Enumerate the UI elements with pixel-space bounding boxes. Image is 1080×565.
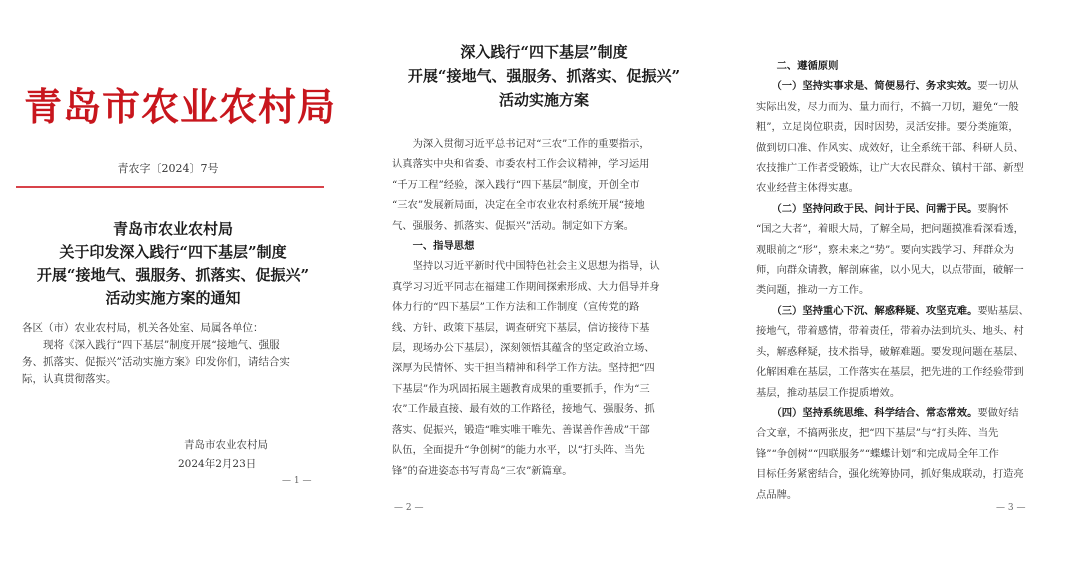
section-line: 坚持以习近平新时代中国特色社会主义思想为指导，认 [392, 260, 660, 273]
plan-title-line: 深入践行“四下基层”制度 [460, 43, 628, 61]
section-line: 层，现场办公下基层），深刻领悟其蕴含的坚定政治立场、 [392, 342, 655, 355]
principle-line: 合文章，不搞两张皮，把“四下基层”与“打头阵、当先 [756, 427, 999, 440]
section-line: 农”工作最直接、最有效的工作路径，接地气、强服务、抓 [392, 403, 655, 416]
document-number: 青农字〔2024〕7号 [117, 162, 219, 175]
notice-body [22, 320, 322, 388]
notice-title-line: 开展“接地气、强服务、抓落实、促振兴” [36, 266, 310, 284]
principle-lead: （三）坚持重心下沉、解惑释疑、攻坚克难。 [756, 304, 978, 317]
notice-title-line: 关于印发深入践行“四下基层”制度 [59, 243, 287, 261]
document-issuer-header: 青岛市农业农村局 [24, 84, 337, 129]
plan-title [364, 40, 724, 112]
intro-line: “三农”发展新局面，决定在全市农业农村系统开展“接地 [392, 199, 645, 212]
principle-line: 化解困难在基层，工作落实在基层，把先进的工作经验带到 [756, 366, 1024, 379]
plan-title-line: 活动实施方案 [498, 91, 589, 109]
principle-continuation: 要一切从 [977, 80, 1019, 93]
principle-line: 点品牌。 [756, 488, 798, 501]
principle-continuation: 要贴基层、 [977, 304, 1029, 317]
principle-line: 目标任务紧密结合，强化统筹协同，抓好集成联动，打造亮 [756, 468, 1024, 481]
principle-first-line [756, 403, 1074, 423]
principle-continuation: 要做好结 [977, 406, 1019, 419]
signature-date: 2024年2月23日 [178, 458, 257, 470]
intro-line: “千万工程”经验，深入践行“四下基层”制度，开创全市 [392, 178, 640, 191]
section-line: 体力行的“四下基层”工作方法和工作制度（宣传党的路 [392, 301, 640, 314]
principle-line: 接地气，带着感情，带着责任，带着办法到坑头、地头、村 [756, 325, 1024, 338]
notice-title [10, 218, 336, 310]
section-line: 下基层”作为巩固拓展主题教育成果的重要抓手，作为“三 [392, 382, 650, 395]
section-line: 锋”的奋进姿态书写青岛“三农”新篇章。 [392, 464, 573, 477]
section-line: 真学习习近平同志在福建工作期间探索形成、大力倡导并身 [392, 280, 660, 293]
principle-lead: （四）坚持系统思维、科学结合、常态常效。 [756, 406, 978, 419]
section-heading: 一、指导思想 [392, 240, 475, 253]
page-number: — 1 — [282, 476, 312, 486]
section-line: 队伍，全面提升“争创树”的能力水平，以“打头阵、当先 [392, 444, 645, 457]
principle-line: 做到切口准、作风实、成效好，让全系统干部、科研人员、 [756, 141, 1024, 154]
principle-continuation: 要胸怀 [977, 202, 1009, 215]
principle-line: 类问题，推动一方工作。 [756, 284, 870, 297]
principles-body [756, 56, 1074, 505]
principle-first-line [756, 76, 1074, 96]
principle-first-line [756, 199, 1074, 219]
page-number: — 3 — [996, 503, 1026, 513]
principle-first-line [756, 301, 1074, 321]
page-1 [0, 0, 350, 565]
notice-title-line: 活动实施方案的通知 [105, 289, 241, 307]
principle-line: 粗”，立足岗位职责，因时因势，灵活安排。要分类施策， [756, 121, 1019, 134]
principle-line: 观眼前之“形”，察未来之“势”。要向实践学习、拜群众为 [756, 243, 1014, 256]
plan-title-line: 开展“接地气、强服务、抓落实、促振兴” [407, 67, 681, 85]
page-3 [736, 0, 1080, 565]
principle-line: 锋”“争创树”“四联服务”“蝶蝶计划”和完成局全年工作 [756, 447, 999, 460]
principle-lead: （二）坚持问政于民、问计于民、问需于民。 [756, 202, 978, 215]
intro-line: 气、强服务、抓落实、促振兴”活动。制定如下方案。 [392, 219, 635, 232]
principle-line: 农技推广工作者受锻炼，让广大农民群众、镇村干部、新型 [756, 162, 1024, 175]
section-line: 深厚为民情怀、实干担当精神和科学工作方法。坚持把“四 [392, 362, 655, 375]
principle-line: “国之大者”，着眼大局，了解全局，把问题摸准看深看透， [756, 223, 1024, 236]
body-line: 际，认真贯彻落实。 [22, 373, 117, 385]
plan-body [392, 134, 712, 481]
red-divider-line [16, 186, 324, 188]
principle-lead: （一）坚持实事求是、简便易行、务求实效。 [756, 80, 978, 93]
principle-line: 基层，推动基层工作提质增效。 [756, 386, 901, 399]
principle-line: 农业经营主体得实惠。 [756, 182, 859, 195]
principle-line: 实际出发，尽力而为、量力而行，不搞一刀切，避免“一般 [756, 100, 1019, 113]
body-line: 现将《深入践行“四下基层”制度开展“接地气、强服 [22, 339, 280, 351]
intro-line: 认真落实中央和省委、市委农村工作会议精神，学习运用 [392, 158, 650, 171]
section-line: 线、方针、政策下基层，调查研究下基层，信访接待下基 [392, 321, 650, 334]
body-line: 务、抓落实、促振兴”活动实施方案》印发你们，请结合实 [22, 356, 290, 368]
intro-line: 为深入贯彻习近平总书记对“三农”工作的重要指示， [392, 138, 650, 150]
signature-issuer: 青岛市农业农村局 [184, 439, 268, 451]
principle-line: 师，向群众请教，解剖麻雀，以小见大，以点带面，破解一 [756, 264, 1024, 277]
section-line: 落实、促振兴，锻造“唯实唯干唯先、善谋善作善成”干部 [392, 423, 650, 436]
page-2 [364, 0, 724, 565]
notice-title-line: 青岛市农业农村局 [112, 220, 233, 238]
section-heading: 二、遵循原则 [756, 60, 839, 72]
body-line: 各区（市）农业农村局，机关各处室、局属各单位： [22, 322, 264, 334]
principle-line: 头，解惑释疑，技术指导，破解难题。要发现问题在基层、 [756, 345, 1024, 358]
page-number: — 2 — [394, 503, 424, 513]
